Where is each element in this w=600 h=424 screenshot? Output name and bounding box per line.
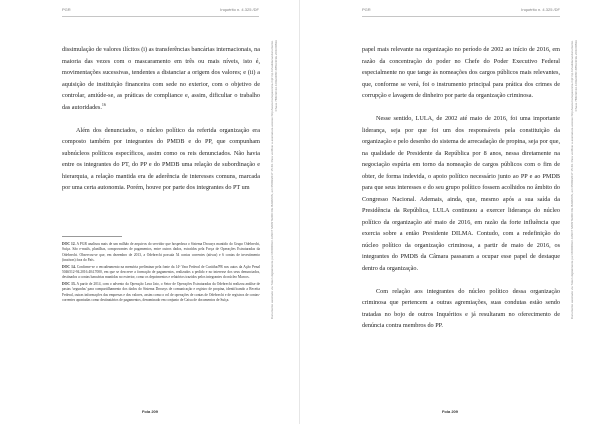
- margin-stamp-line: Chave 7B4D3C2A.1F0E9D8C.6B5A4F3E.2D1C0B9A: [274, 40, 278, 112]
- right-page: [300, 0, 600, 424]
- paragraph: Nesse sentido, LULA, de 2002 até maio de 2016, foi uma importante liderança, seja por que foi um dos responsáveis pela constituição da organização e pelo desenho do sistema de arrecadação de propina, seja por que, na qualidade de Presidente da República por 8 anos, nessa diretamente na negociação espúria em torno da nomeação de cargos públicos com o fim de obter, de forma indevida, o apoio político necessário junto ao PP e ao PMDB para que seus interesses e do seu grupo político fossem acolhidos no âmbito do Congresso Nacional. Ademais, ainda, que, mesmo após a sua saída da Presidência da República, LULA continuou a exercer liderança do núcleo político da organização até maio de 2016, em razão da forte influência que exercia sobre a então Presidente DILMA. Contudo, com a redefinição do núcleo político da organização criminosa, a partir de maio de 2016, os integrantes do PMDB da Câmara passaram a ocupar esse papel de destaque dentro da organização.: [362, 115, 560, 272]
- paragraph: [62, 44, 260, 113]
- footnote: [62, 265, 260, 281]
- footnotes: [62, 242, 260, 304]
- page-header: [362, 6, 560, 17]
- footnote-number: DOC 13.: [62, 281, 76, 286]
- paragraph: papel mais relevante na organização no período de 2002 ao início de 2016, em razão da concentração do poder no Chefe do Poder Executivo Federal especialmente no que tange às nomeações dos cargos públicos mais relevantes, que, conforme se verá, foi o instrumento principal para prática dos crimes de corrupção e lavagem de dinheiro por parte da organização criminosa.: [362, 46, 560, 99]
- footnote-divider: [62, 236, 122, 237]
- page-folio: Fola 209: [441, 409, 458, 414]
- header-court: PGR: [62, 7, 71, 12]
- header-case-ref: Inquérito n. 4.325 /DF: [220, 7, 259, 12]
- header-case-ref: Inquérito n. 4.325 /DF: [521, 7, 560, 12]
- footnote-text: Confirme-se o encadeamento na memória preliminar pela fonte da 14ª Vara Federal de Curitiba/PR nos autos da Ação Penal 5046512-94.2016.404.7000, em que se descreve a formação de pagamentos, realizados a pedido e no interesse dos seus denunciados, destinados a contas bancárias mantidas no exterior, como os depoimentos e relatórios trazidos pelos integrantes do núcleo Marcos.: [62, 264, 260, 280]
- footnote-number: DOC 12.: [62, 242, 76, 246]
- header-court: PGR: [362, 7, 371, 12]
- signature-margin-stamp: [570, 40, 579, 380]
- footnote-text: A PGR analisou mais de um milhão de arquivos do servidor que hospedava o Sistema Drousys mantido do Grupo Odebrecht, Suíça. São e-mails, planilhas, comprovantes de pagamentos, entre outros dados, extraídos pela Força de Operações Estruturadas da Odebrecht. Observou-se que, em dezembro de 2013, a Odebrecht possuía 54 contas correntes (ativas) e 6 contas de investimento (inativas) fora do País.: [62, 242, 260, 263]
- paragraph: Além dos denunciados, o núcleo político da referida organização era composto também por integrantes do PMDB e do PP, que compunham subnúcleos políticos específicos, assim como os reis denunciados. Não havia entre os integrantes do PT, do PP e do PMDB uma relação de subordinação e hierarquia, a relação mantida era de aderência de interesses comuns, marcada por uma certa autonomia. Porém, houve por parte dos integrantes do PT um: [62, 126, 260, 191]
- footnote: [62, 242, 260, 264]
- page-folio: Fola 209: [141, 409, 158, 414]
- margin-stamp-line: Chave 7B4D3C2A.1F0E9D8C.6B5A4F3E.2D1C0B9A: [574, 40, 578, 112]
- signature-margin-stamp: [270, 40, 279, 380]
- paragraph-text: dissimulação de valores ilícitos (i) as transferências bancárias internacionais, na maioria das vezes com o mascaramento em três ou mais níveis, isto é, movimentações sucessivas, tendentes a distanciar a origem dos valores; e (ii) a aquisição de instituição financeira com sede no exterior, com o objetivo de controlar, amiúde-se, as práticas de compliance e, assim, dificultar o trabalho das autoridades.: [62, 46, 260, 111]
- paragraph: Com relação aos integrantes do núcleo político dessa organização criminosa que pertencem a outras agremiações, suas condutas estão sendo tratadas no bojo de outros Inquéritos e já resultaram no oferecimento de denúncia contra membros do PP.: [362, 287, 560, 329]
- body-text: [362, 44, 560, 332]
- footnote: [62, 282, 260, 304]
- margin-stamp-line: Documento assinado via Token digitalmente por RODRIGO JANOT MONTEIRO DE BARROS, em 05/09/2017 15:49. Para verificar a assinatura acesse http://www.transparencia.mpf.mp.br/validacaodocumento.: [270, 40, 274, 320]
- footnote-text: A partir de 2014, com o advento da Operação Lava Jato, o Setor de Operações Estruturadas da Odebrecht realizou análise de pastas 'segundas' para compartilhamento dos dados do Sistema Drousys de comunicação e registro de propina, identificando a Receita Federal, outras informações das empresas e dos valores, assim como o rol de operações de contas de Odebrecht e de registros de contas-correntes apontadas como destinatários de pagamentos, denominado em conjunto de Caixa de documentos de Suíça.: [62, 281, 260, 303]
- footnote-ref[interactable]: 16: [101, 101, 106, 107]
- body-text: [62, 44, 260, 194]
- footnote-number: DOC 14.: [62, 264, 76, 269]
- page-header: [62, 6, 259, 17]
- margin-stamp-line: Documento assinado via Token digitalmente por RODRIGO JANOT MONTEIRO DE BARROS, em 05/09/2017 15:49. Para verificar a assinatura acesse http://www.transparencia.mpf.mp.br/validacaodocumento.: [570, 40, 574, 320]
